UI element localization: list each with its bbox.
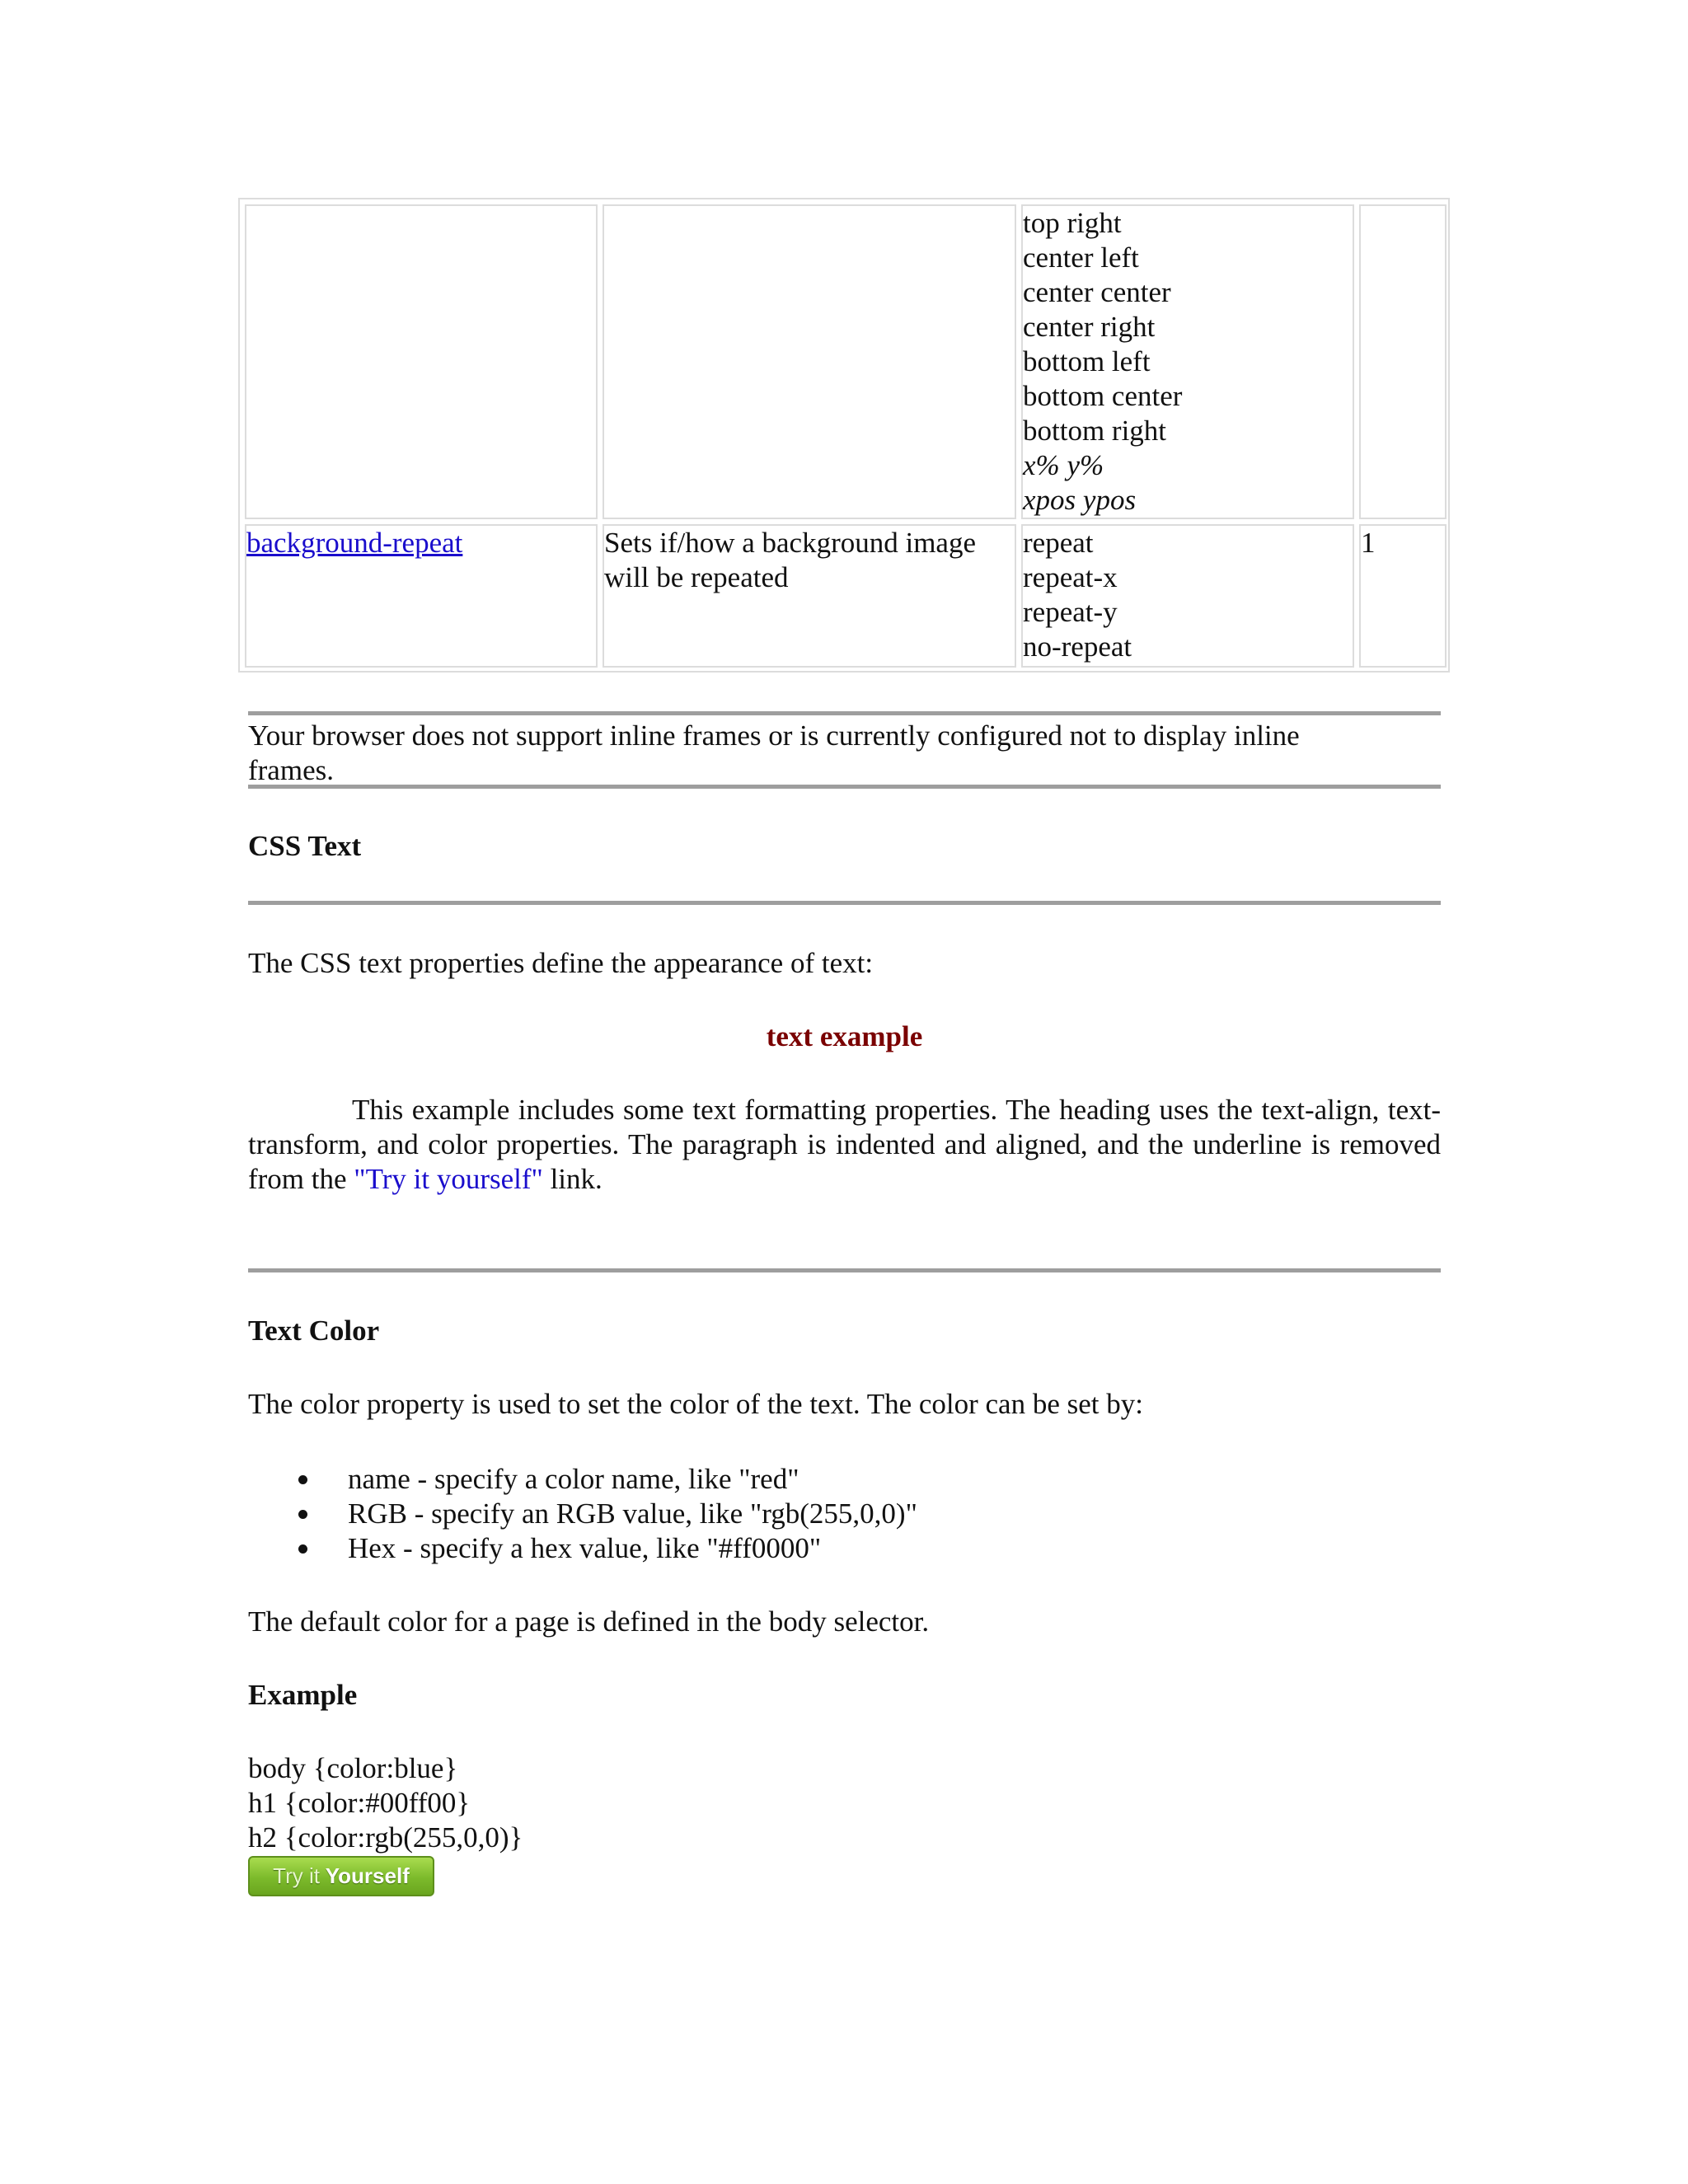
table-cell-values	[1021, 204, 1354, 519]
horizontal-rule	[248, 901, 1441, 905]
value-item: bottom right	[1023, 415, 1167, 447]
paragraph-text: link.	[542, 1163, 603, 1195]
text-example-paragraph	[248, 1093, 1441, 1197]
iframe-fallback-text: Your browser does not support inline frames or is currently configured not to display inline frames.	[248, 719, 1300, 786]
table-cell-description	[603, 524, 1016, 668]
try-it-yourself-link[interactable]: "Try it yourself"	[354, 1163, 543, 1195]
list-item-text: RGB - specify an RGB value, like "rgb(255,0,0)"	[348, 1497, 917, 1530]
paragraph-text: This example includes some text formatting properties. The heading uses the text-align, text-transform, and color properties. The paragraph is indented and aligned, and the underline is removed from the	[248, 1094, 1441, 1195]
code-line: h1 {color:#00ff00}	[248, 1787, 471, 1819]
value-item: center left	[1023, 241, 1139, 274]
list-item	[248, 1497, 1402, 1531]
text-example-heading: text example	[766, 1020, 923, 1052]
table-cell-property	[245, 204, 598, 519]
color-methods-list	[248, 1462, 1402, 1566]
example-heading: Example	[248, 1679, 358, 1711]
css-version: 1	[1361, 527, 1376, 559]
list-item-text: Hex - specify a hex value, like "#ff0000"	[348, 1532, 822, 1564]
text-color-intro: The color property is used to set the color of the text. The color can be set by:	[248, 1388, 1143, 1420]
value-item: repeat	[1023, 527, 1094, 559]
value-item: xpos ypos	[1023, 484, 1137, 516]
table-cell-values	[1021, 524, 1354, 668]
horizontal-rule	[248, 1268, 1441, 1272]
try-it-yourself-button[interactable]	[248, 1856, 434, 1896]
value-item: repeat-y	[1023, 596, 1118, 628]
css-text-intro: The CSS text properties define the appearance of text:	[248, 947, 874, 979]
value-item: bottom center	[1023, 380, 1183, 412]
code-line: body {color:blue}	[248, 1752, 458, 1784]
value-list	[1023, 526, 1132, 664]
value-list	[1023, 206, 1182, 518]
list-item-text: name - specify a color name, like "red"	[348, 1463, 799, 1495]
default-color-note: The default color for a page is defined in the body selector.	[248, 1605, 930, 1638]
value-item: bottom left	[1023, 345, 1151, 377]
list-item	[248, 1531, 1402, 1566]
value-item: no-repeat	[1023, 630, 1132, 663]
value-item: center right	[1023, 311, 1156, 343]
table-cell-property	[245, 524, 598, 668]
button-label-part: Try it	[273, 1863, 320, 1888]
section-heading-text-color: Text Color	[248, 1315, 380, 1347]
bullet-icon	[298, 1544, 307, 1554]
table-cell-css	[1359, 204, 1447, 519]
background-repeat-link[interactable]: background-repeat	[246, 527, 463, 559]
value-item: repeat-x	[1023, 561, 1118, 593]
value-item: x% y%	[1023, 449, 1104, 481]
table-cell-css	[1359, 524, 1447, 668]
section-heading-css-text: CSS Text	[248, 830, 362, 862]
code-line: h2 {color:rgb(255,0,0)}	[248, 1821, 523, 1854]
css-properties-table	[238, 198, 1450, 673]
bullet-icon	[298, 1510, 307, 1519]
list-item	[248, 1462, 1402, 1497]
iframe-fallback	[248, 711, 1441, 789]
property-description: Sets if/how a background image will be repeated	[604, 527, 977, 593]
button-label-part: Yourself	[325, 1863, 410, 1888]
table-cell-description	[603, 204, 1016, 519]
value-item: center center	[1023, 276, 1171, 308]
value-item: top right	[1023, 207, 1122, 239]
bullet-icon	[298, 1475, 307, 1484]
